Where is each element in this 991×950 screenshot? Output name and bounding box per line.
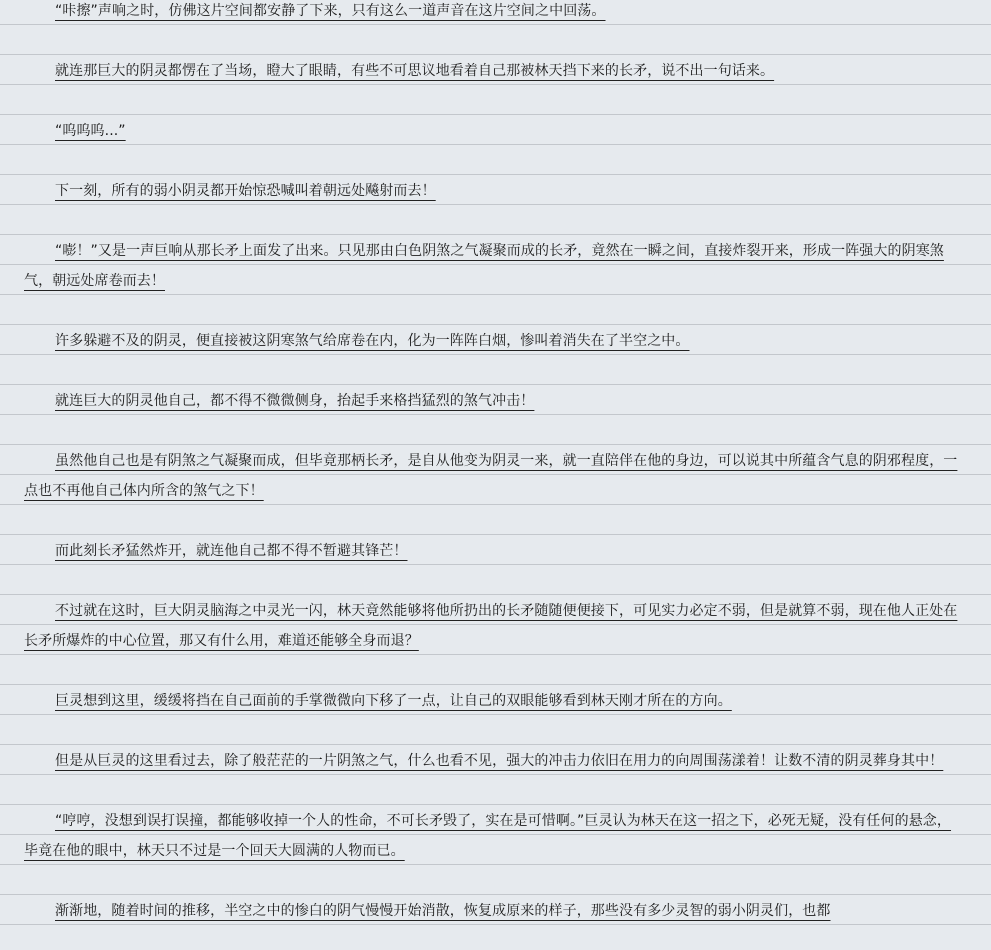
paragraph-spacer bbox=[24, 716, 964, 746]
paragraph: 就连巨大的阴灵他自己，都不得不微微侧身，抬起手来格挡猛烈的煞气冲击！ bbox=[55, 393, 535, 409]
paragraph-spacer bbox=[24, 206, 964, 236]
paragraph-spacer bbox=[24, 776, 964, 806]
paragraph: “咔擦”声响之时，仿佛这片空间都安静了下来，只有这么一道声音在这片空间之中回荡。 bbox=[55, 3, 606, 19]
paragraph-spacer bbox=[24, 866, 964, 896]
paragraph: “嘭！”又是一声巨响从那长矛上面发了出来。只见那由白色阴煞之气凝聚而成的长矛，竟然在一瞬之间，直接炸裂开来，形成一阵强大的阴寒煞气，朝远处席卷而去！ bbox=[24, 243, 944, 289]
paragraph: 虽然他自己也是有阴煞之气凝聚而成，但毕竟那柄长矛，是自从他变为阴灵一来，就一直陪伴在他的身边，可以说其中所蕴含气息的阴邪程度，一点也不再他自己体内所含的煞气之下！ bbox=[24, 453, 958, 499]
paragraph-spacer bbox=[24, 296, 964, 326]
paragraph: “呜呜呜...” bbox=[55, 123, 126, 139]
paragraph-spacer bbox=[24, 146, 964, 176]
paragraph-spacer bbox=[24, 86, 964, 116]
paragraph-spacer bbox=[24, 416, 964, 446]
paragraph: 不过就在这时，巨大阴灵脑海之中灵光一闪，林天竟然能够将他所扔出的长矛随随便便接下，可见实力必定不弱，但是就算不弱，现在他人正处在长矛所爆炸的中心位置，那又有什么用，难道还能够全身而退？ bbox=[24, 603, 958, 649]
paragraph: 巨灵想到这里，缓缓将挡在自己面前的手掌微微向下移了一点，让自己的双眼能够看到林天刚才所在的方向。 bbox=[55, 693, 732, 709]
paragraph-spacer bbox=[24, 566, 964, 596]
paragraph-spacer bbox=[24, 506, 964, 536]
paragraph: 而此刻长矛猛然炸开，就连他自己都不得不暂避其锋芒！ bbox=[55, 543, 408, 559]
paragraph: 渐渐地，随着时间的推移，半空之中的惨白的阴气慢慢开始消散，恢复成原来的样子，那些没有多少灵智的弱小阴灵们，也都 bbox=[55, 903, 831, 919]
paragraph: 就连那巨大的阴灵都愣在了当场，瞪大了眼睛，有些不可思议地看着自己那被林天挡下来的长矛，说不出一句话来。 bbox=[55, 63, 775, 79]
paragraph-spacer bbox=[24, 26, 964, 56]
paragraph-spacer bbox=[24, 656, 964, 686]
paragraph: 下一刻，所有的弱小阴灵都开始惊恐喊叫着朝远处飚射而去！ bbox=[55, 183, 436, 199]
paragraph-spacer bbox=[24, 356, 964, 386]
paragraph: “哼哼，没想到误打误撞，都能够收掉一个人的性命，不可长矛毁了，实在是可惜啊。”巨灵认为林天在这一招之下，必死无疑，没有任何的悬念，毕竟在他的眼中，林天只不过是一个回天大圆满的人物而已。 bbox=[24, 813, 952, 859]
paragraph: 但是从巨灵的这里看过去，除了般茫茫的一片阴煞之气，什么也看不见，强大的冲击力依旧在用力的向周围荡漾着！让数不清的阴灵葬身其中！ bbox=[55, 753, 944, 769]
paragraph: 许多躲避不及的阴灵，便直接被这阴寒煞气给席卷在内，化为一阵阵白烟，惨叫着消失在了半空之中。 bbox=[55, 333, 690, 349]
chapter-text bbox=[24, 0, 964, 926]
